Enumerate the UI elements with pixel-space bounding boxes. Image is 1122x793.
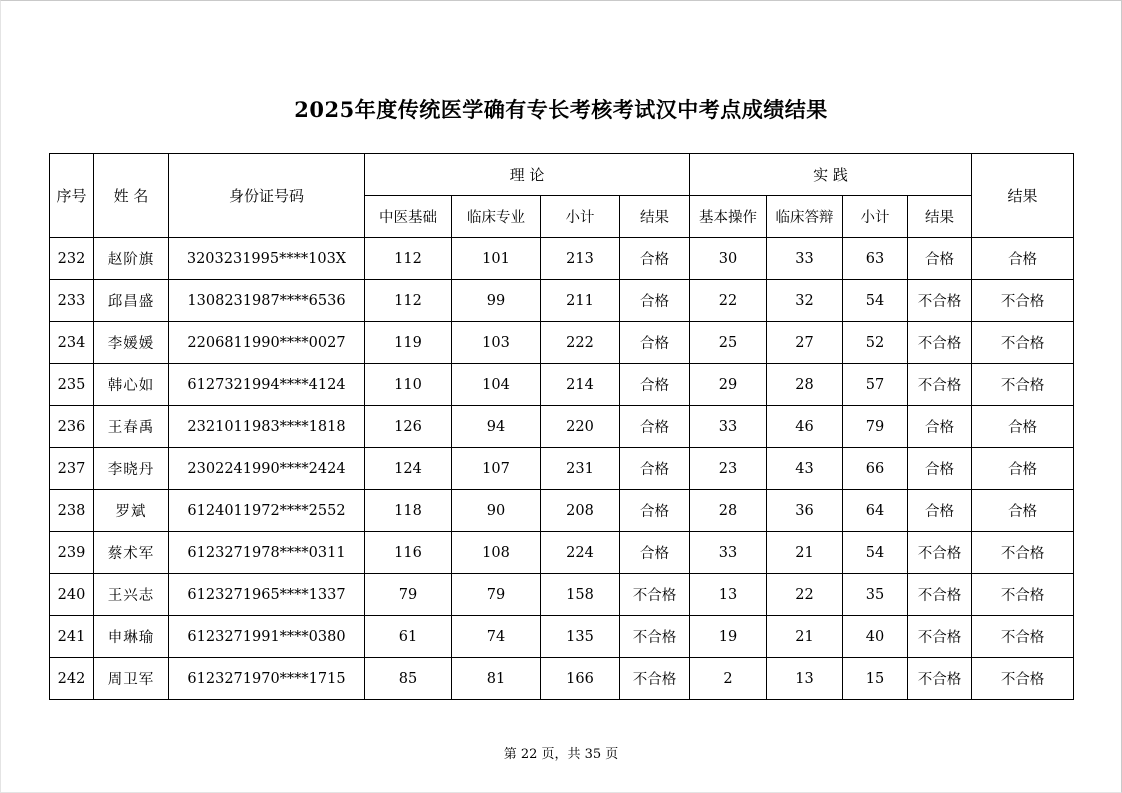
practice-defense-cell: 22 [767, 574, 843, 616]
practice-operation-cell: 13 [690, 574, 767, 616]
header-practice-subtotal: 小计 [843, 196, 908, 238]
id-cell: 3203231995****103X [169, 238, 365, 280]
id-cell: 2321011983****1818 [169, 406, 365, 448]
practice-operation-cell: 30 [690, 238, 767, 280]
table-row [50, 322, 1074, 364]
table-row [50, 238, 1074, 280]
theory-subtotal-cell: 158 [541, 574, 620, 616]
theory-result-cell: 合格 [620, 490, 690, 532]
theory-clinical-cell: 94 [452, 406, 541, 448]
theory-basic-cell: 118 [365, 490, 452, 532]
practice-defense-cell: 43 [767, 448, 843, 490]
id-cell: 6127321994****4124 [169, 364, 365, 406]
practice-operation-cell: 2 [690, 658, 767, 700]
header-practice-operation: 基本操作 [690, 196, 767, 238]
practice-result-cell: 不合格 [908, 532, 972, 574]
practice-subtotal-cell: 54 [843, 280, 908, 322]
table-row [50, 532, 1074, 574]
name-cell: 邱昌盛 [94, 280, 169, 322]
seq-cell: 235 [50, 364, 94, 406]
name-cell: 周卫军 [94, 658, 169, 700]
id-cell: 2302241990****2424 [169, 448, 365, 490]
theory-basic-cell: 85 [365, 658, 452, 700]
page-footer: 第 22 页，共 35 页 [503, 747, 619, 762]
theory-clinical-cell: 79 [452, 574, 541, 616]
theory-subtotal-cell: 214 [541, 364, 620, 406]
practice-subtotal-cell: 66 [843, 448, 908, 490]
theory-clinical-cell: 99 [452, 280, 541, 322]
seq-cell: 232 [50, 238, 94, 280]
theory-result-cell: 合格 [620, 280, 690, 322]
theory-result-cell: 不合格 [620, 616, 690, 658]
seq-cell: 236 [50, 406, 94, 448]
theory-basic-cell: 126 [365, 406, 452, 448]
theory-subtotal-cell: 166 [541, 658, 620, 700]
theory-result-cell: 合格 [620, 532, 690, 574]
practice-subtotal-cell: 15 [843, 658, 908, 700]
theory-clinical-cell: 90 [452, 490, 541, 532]
header-id: 身份证号码 [169, 154, 365, 238]
practice-defense-cell: 13 [767, 658, 843, 700]
seq-cell: 233 [50, 280, 94, 322]
header-theory-result: 结果 [620, 196, 690, 238]
practice-subtotal-cell: 40 [843, 616, 908, 658]
name-cell: 蔡术军 [94, 532, 169, 574]
practice-result-cell: 合格 [908, 490, 972, 532]
theory-subtotal-cell: 213 [541, 238, 620, 280]
theory-subtotal-cell: 135 [541, 616, 620, 658]
id-cell: 1308231987****6536 [169, 280, 365, 322]
theory-clinical-cell: 103 [452, 322, 541, 364]
id-cell: 6123271965****1337 [169, 574, 365, 616]
table-row [50, 364, 1074, 406]
final-result-cell: 不合格 [972, 658, 1074, 700]
theory-result-cell: 不合格 [620, 574, 690, 616]
seq-cell: 234 [50, 322, 94, 364]
seq-cell: 238 [50, 490, 94, 532]
practice-operation-cell: 33 [690, 532, 767, 574]
practice-subtotal-cell: 79 [843, 406, 908, 448]
theory-result-cell: 合格 [620, 364, 690, 406]
theory-result-cell: 合格 [620, 448, 690, 490]
practice-operation-cell: 33 [690, 406, 767, 448]
final-result-cell: 不合格 [972, 280, 1074, 322]
theory-subtotal-cell: 231 [541, 448, 620, 490]
practice-defense-cell: 33 [767, 238, 843, 280]
header-practice-defense: 临床答辩 [767, 196, 843, 238]
seq-cell: 241 [50, 616, 94, 658]
table-body [50, 238, 1074, 700]
theory-basic-cell: 112 [365, 280, 452, 322]
name-cell: 赵阶旗 [94, 238, 169, 280]
practice-subtotal-cell: 57 [843, 364, 908, 406]
header-practice-result: 结果 [908, 196, 972, 238]
final-result-cell: 不合格 [972, 364, 1074, 406]
theory-clinical-cell: 104 [452, 364, 541, 406]
header-theory-basic: 中医基础 [365, 196, 452, 238]
theory-clinical-cell: 108 [452, 532, 541, 574]
practice-result-cell: 不合格 [908, 364, 972, 406]
id-cell: 6123271991****0380 [169, 616, 365, 658]
theory-result-cell: 合格 [620, 322, 690, 364]
theory-basic-cell: 61 [365, 616, 452, 658]
practice-defense-cell: 28 [767, 364, 843, 406]
practice-defense-cell: 27 [767, 322, 843, 364]
header-practice: 实 践 [690, 154, 972, 196]
header-seq: 序号 [50, 154, 94, 238]
practice-operation-cell: 25 [690, 322, 767, 364]
practice-operation-cell: 22 [690, 280, 767, 322]
theory-basic-cell: 119 [365, 322, 452, 364]
final-result-cell: 合格 [972, 490, 1074, 532]
header-final-result: 结果 [972, 154, 1074, 238]
theory-clinical-cell: 74 [452, 616, 541, 658]
table-row [50, 616, 1074, 658]
name-cell: 李媛媛 [94, 322, 169, 364]
practice-result-cell: 不合格 [908, 280, 972, 322]
seq-cell: 240 [50, 574, 94, 616]
theory-clinical-cell: 81 [452, 658, 541, 700]
table-row [50, 406, 1074, 448]
table-row [50, 574, 1074, 616]
practice-defense-cell: 36 [767, 490, 843, 532]
practice-result-cell: 不合格 [908, 658, 972, 700]
final-result-cell: 不合格 [972, 574, 1074, 616]
id-cell: 2206811990****0027 [169, 322, 365, 364]
practice-subtotal-cell: 54 [843, 532, 908, 574]
id-cell: 6123271970****1715 [169, 658, 365, 700]
practice-result-cell: 合格 [908, 448, 972, 490]
header-theory-subtotal: 小计 [541, 196, 620, 238]
final-result-cell: 合格 [972, 238, 1074, 280]
theory-basic-cell: 79 [365, 574, 452, 616]
header-row-1 [50, 154, 1074, 196]
practice-operation-cell: 29 [690, 364, 767, 406]
theory-subtotal-cell: 220 [541, 406, 620, 448]
table-row [50, 280, 1074, 322]
theory-basic-cell: 124 [365, 448, 452, 490]
seq-cell: 237 [50, 448, 94, 490]
practice-subtotal-cell: 64 [843, 490, 908, 532]
theory-subtotal-cell: 208 [541, 490, 620, 532]
theory-basic-cell: 110 [365, 364, 452, 406]
final-result-cell: 不合格 [972, 616, 1074, 658]
theory-subtotal-cell: 224 [541, 532, 620, 574]
header-name: 姓 名 [94, 154, 169, 238]
theory-result-cell: 合格 [620, 238, 690, 280]
theory-basic-cell: 112 [365, 238, 452, 280]
practice-defense-cell: 21 [767, 532, 843, 574]
scores-table [49, 153, 1074, 700]
practice-result-cell: 不合格 [908, 574, 972, 616]
header-theory: 理 论 [365, 154, 690, 196]
theory-result-cell: 不合格 [620, 658, 690, 700]
theory-basic-cell: 116 [365, 532, 452, 574]
seq-cell: 242 [50, 658, 94, 700]
name-cell: 李晓丹 [94, 448, 169, 490]
practice-result-cell: 合格 [908, 406, 972, 448]
table-row [50, 448, 1074, 490]
name-cell: 罗斌 [94, 490, 169, 532]
practice-result-cell: 合格 [908, 238, 972, 280]
practice-defense-cell: 32 [767, 280, 843, 322]
practice-result-cell: 不合格 [908, 322, 972, 364]
seq-cell: 239 [50, 532, 94, 574]
name-cell: 王兴志 [94, 574, 169, 616]
table-row [50, 658, 1074, 700]
id-cell: 6123271978****0311 [169, 532, 365, 574]
practice-defense-cell: 46 [767, 406, 843, 448]
final-result-cell: 不合格 [972, 322, 1074, 364]
theory-subtotal-cell: 222 [541, 322, 620, 364]
practice-operation-cell: 28 [690, 490, 767, 532]
theory-subtotal-cell: 211 [541, 280, 620, 322]
practice-subtotal-cell: 63 [843, 238, 908, 280]
practice-result-cell: 不合格 [908, 616, 972, 658]
final-result-cell: 合格 [972, 448, 1074, 490]
final-result-cell: 合格 [972, 406, 1074, 448]
theory-clinical-cell: 107 [452, 448, 541, 490]
id-cell: 6124011972****2552 [169, 490, 365, 532]
practice-defense-cell: 21 [767, 616, 843, 658]
practice-subtotal-cell: 35 [843, 574, 908, 616]
practice-subtotal-cell: 52 [843, 322, 908, 364]
document-title: 2025年度传统医学确有专长考核考试汉中考点成绩结果 [294, 97, 828, 122]
practice-operation-cell: 23 [690, 448, 767, 490]
final-result-cell: 不合格 [972, 532, 1074, 574]
name-cell: 韩心如 [94, 364, 169, 406]
name-cell: 申琳瑜 [94, 616, 169, 658]
header-theory-clinical: 临床专业 [452, 196, 541, 238]
theory-result-cell: 合格 [620, 406, 690, 448]
theory-clinical-cell: 101 [452, 238, 541, 280]
practice-operation-cell: 19 [690, 616, 767, 658]
name-cell: 王春禹 [94, 406, 169, 448]
table-row [50, 490, 1074, 532]
